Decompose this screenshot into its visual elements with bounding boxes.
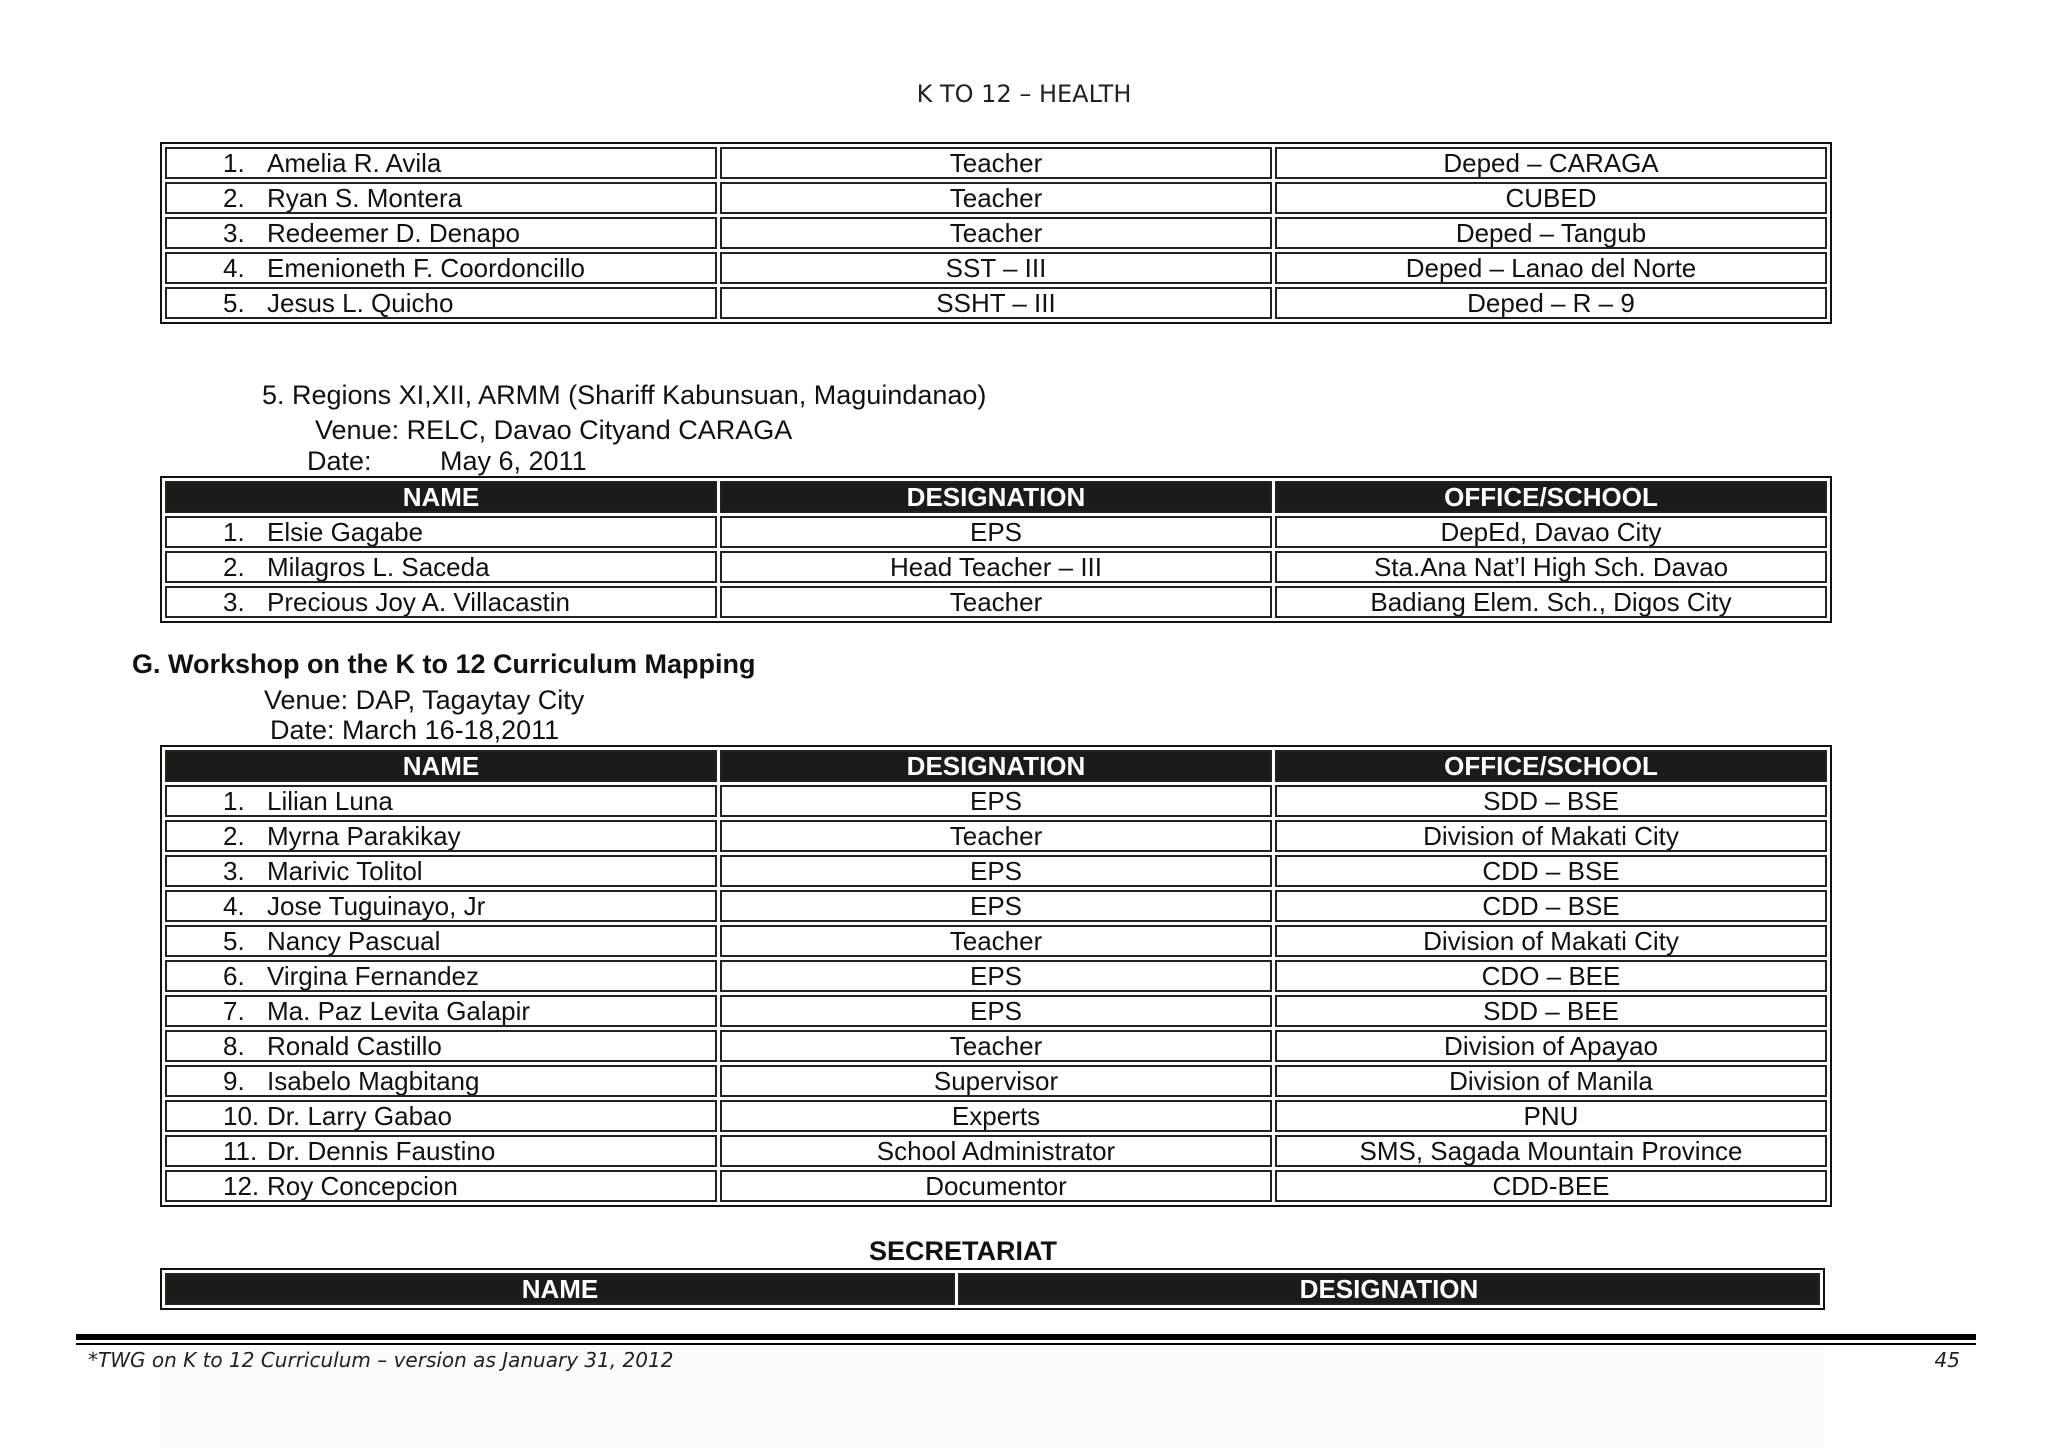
office-school-cell: Deped – CARAGA	[1275, 147, 1827, 179]
office-school-cell: SDD – BSE	[1275, 785, 1827, 817]
table-row	[165, 252, 1827, 284]
section-g-venue: Venue: DAP, Tagaytay City	[264, 685, 585, 715]
participant-name: Ryan S. Montera	[267, 183, 463, 213]
column-header-designation: DESIGNATION	[720, 750, 1272, 782]
participant-name: Jose Tuguinayo, Jr	[267, 891, 486, 921]
table-row	[165, 1170, 1827, 1202]
secretariat-title: SECRETARIAT	[869, 1236, 1057, 1266]
office-school-cell: DepEd, Davao City	[1275, 516, 1827, 548]
designation-cell: Teacher	[720, 1030, 1272, 1062]
office-school-cell: CDD-BEE	[1275, 1170, 1827, 1202]
footer-rule	[76, 1334, 1976, 1340]
row-number: 7.	[223, 996, 245, 1026]
participant-name-cell	[165, 1030, 717, 1062]
designation-cell: EPS	[720, 960, 1272, 992]
curriculum-mapping-participants-table	[160, 745, 1832, 1207]
participant-name-cell	[165, 995, 717, 1027]
table-row	[165, 217, 1827, 249]
participant-name-cell	[165, 252, 717, 284]
participant-name: Dr. Dennis Faustino	[267, 1136, 496, 1166]
participant-name-cell	[165, 586, 717, 618]
table-row	[165, 1135, 1827, 1167]
office-school-cell: SMS, Sagada Mountain Province	[1275, 1135, 1827, 1167]
column-header-office: OFFICE/SCHOOL	[1275, 481, 1827, 513]
designation-cell: Teacher	[720, 217, 1272, 249]
participant-name-cell	[165, 925, 717, 957]
row-number: 8.	[223, 1031, 245, 1061]
table-row	[165, 925, 1827, 957]
designation-cell: SSHT – III	[720, 287, 1272, 319]
page-header-title: K TO 12 – HEALTH	[916, 80, 1132, 108]
secretariat-table	[160, 1268, 1825, 1310]
designation-cell: Documentor	[720, 1170, 1272, 1202]
participants-table-continued	[160, 142, 1832, 324]
participant-name: Redeemer D. Denapo	[267, 218, 520, 248]
office-school-cell: Sta.Ana Nat’l High Sch. Davao	[1275, 551, 1827, 583]
office-school-cell: Division of Makati City	[1275, 925, 1827, 957]
footer-version-note: *TWG on K to 12 Curriculum – version as January 31, 2012	[88, 1348, 674, 1372]
table-row	[165, 147, 1827, 179]
row-number: 3.	[223, 587, 245, 617]
page-number: 45	[1934, 1348, 1960, 1372]
designation-cell: Teacher	[720, 586, 1272, 618]
participant-name-cell	[165, 785, 717, 817]
row-number: 2.	[223, 183, 245, 213]
participant-name-cell	[165, 217, 717, 249]
table-row	[165, 1030, 1827, 1062]
row-number: 3.	[223, 856, 245, 886]
row-number: 4.	[223, 891, 245, 921]
row-number: 1.	[223, 786, 245, 816]
row-number: 12.	[223, 1171, 260, 1201]
row-number: 2.	[223, 552, 245, 582]
office-school-cell: CDO – BEE	[1275, 960, 1827, 992]
column-header-designation: DESIGNATION	[958, 1273, 1820, 1305]
participant-name: Precious Joy A. Villacastin	[267, 587, 570, 617]
participant-name-cell	[165, 960, 717, 992]
participant-name: Marivic Tolitol	[267, 856, 423, 886]
section-5-venue: Venue: RELC, Davao Cityand CARAGA	[315, 415, 793, 445]
participant-name: Dr. Larry Gabao	[267, 1101, 452, 1131]
section-5-date-value: May 6, 2011	[440, 446, 587, 476]
participant-name: Amelia R. Avila	[267, 148, 442, 178]
table-row	[165, 1065, 1827, 1097]
designation-cell: School Administrator	[720, 1135, 1272, 1167]
row-number: 10.	[223, 1101, 260, 1131]
participant-name: Nancy Pascual	[267, 926, 441, 956]
designation-cell: EPS	[720, 890, 1272, 922]
participant-name: Myrna Parakikay	[267, 821, 461, 851]
designation-cell: Experts	[720, 1100, 1272, 1132]
designation-cell: SST – III	[720, 252, 1272, 284]
participant-name-cell	[165, 1170, 717, 1202]
office-school-cell: Deped – Tangub	[1275, 217, 1827, 249]
table-row	[165, 820, 1827, 852]
table-header-row	[165, 1273, 1820, 1305]
table-row	[165, 182, 1827, 214]
table-row	[165, 995, 1827, 1027]
participant-name-cell	[165, 820, 717, 852]
designation-cell: Teacher	[720, 147, 1272, 179]
regions-participants-table	[160, 476, 1832, 623]
row-number: 4.	[223, 253, 245, 283]
participant-name: Ma. Paz Levita Galapir	[267, 996, 531, 1026]
office-school-cell: CDD – BSE	[1275, 890, 1827, 922]
participant-name-cell	[165, 855, 717, 887]
participant-name: Elsie Gagabe	[267, 517, 424, 547]
table-row	[165, 551, 1827, 583]
table-body	[165, 516, 1827, 618]
office-school-cell: CDD – BSE	[1275, 855, 1827, 887]
designation-cell: Teacher	[720, 182, 1272, 214]
row-number: 6.	[223, 961, 245, 991]
column-header-name: NAME	[165, 750, 717, 782]
participant-name: Roy Concepcion	[267, 1171, 458, 1201]
table-row	[165, 516, 1827, 548]
table-header-row	[165, 750, 1827, 782]
participant-name-cell	[165, 287, 717, 319]
column-header-office: OFFICE/SCHOOL	[1275, 750, 1827, 782]
table-row	[165, 1100, 1827, 1132]
office-school-cell: Deped – Lanao del Norte	[1275, 252, 1827, 284]
table-header-row	[165, 481, 1827, 513]
column-header-name: NAME	[165, 481, 717, 513]
participant-name-cell	[165, 890, 717, 922]
column-header-designation: DESIGNATION	[720, 481, 1272, 513]
office-school-cell: Division of Apayao	[1275, 1030, 1827, 1062]
participant-name: Milagros L. Saceda	[267, 552, 490, 582]
participant-name: Lilian Luna	[267, 786, 393, 816]
table-row	[165, 785, 1827, 817]
participant-name-cell	[165, 1135, 717, 1167]
participant-name: Jesus L. Quicho	[267, 288, 454, 318]
row-number: 1.	[223, 148, 245, 178]
office-school-cell: Division of Makati City	[1275, 820, 1827, 852]
designation-cell: Supervisor	[720, 1065, 1272, 1097]
table-row	[165, 890, 1827, 922]
designation-cell: EPS	[720, 785, 1272, 817]
column-header-name: NAME	[165, 1273, 955, 1305]
participant-name: Virgina Fernandez	[267, 961, 479, 991]
row-number: 5.	[223, 288, 245, 318]
participant-name: Ronald Castillo	[267, 1031, 442, 1061]
table-row	[165, 586, 1827, 618]
section-5-heading: 5. Regions XI,XII, ARMM (Shariff Kabunsuan, Maguindanao)	[262, 380, 987, 410]
participant-name-cell	[165, 1100, 717, 1132]
office-school-cell: Deped – R – 9	[1275, 287, 1827, 319]
designation-cell: EPS	[720, 516, 1272, 548]
designation-cell: EPS	[720, 995, 1272, 1027]
participant-name-cell	[165, 182, 717, 214]
section-g-heading: G. Workshop on the K to 12 Curriculum Mapping	[132, 649, 756, 679]
row-number: 1.	[223, 517, 245, 547]
section-5-date-label: Date:	[307, 446, 372, 476]
row-number: 5.	[223, 926, 245, 956]
row-number: 9.	[223, 1066, 245, 1096]
participant-name-cell	[165, 551, 717, 583]
participant-name-cell	[165, 516, 717, 548]
table-row	[165, 855, 1827, 887]
row-number: 2.	[223, 821, 245, 851]
participant-name: Emenioneth F. Coordoncillo	[267, 253, 585, 283]
section-g-date: Date: March 16-18,2011	[270, 715, 560, 745]
table-body	[165, 147, 1827, 319]
designation-cell: EPS	[720, 855, 1272, 887]
designation-cell: Teacher	[720, 820, 1272, 852]
office-school-cell: Division of Manila	[1275, 1065, 1827, 1097]
row-number: 3.	[223, 218, 245, 248]
footer-rule-thin	[76, 1343, 1976, 1345]
office-school-cell: CUBED	[1275, 182, 1827, 214]
participant-name: Isabelo Magbitang	[267, 1066, 480, 1096]
office-school-cell: PNU	[1275, 1100, 1827, 1132]
participant-name-cell	[165, 147, 717, 179]
participant-name-cell	[165, 1065, 717, 1097]
table-row	[165, 960, 1827, 992]
table-row	[165, 287, 1827, 319]
designation-cell: Head Teacher – III	[720, 551, 1272, 583]
designation-cell: Teacher	[720, 925, 1272, 957]
office-school-cell: SDD – BEE	[1275, 995, 1827, 1027]
table-body	[165, 785, 1827, 1202]
row-number: 11.	[223, 1136, 258, 1166]
office-school-cell: Badiang Elem. Sch., Digos City	[1275, 586, 1827, 618]
